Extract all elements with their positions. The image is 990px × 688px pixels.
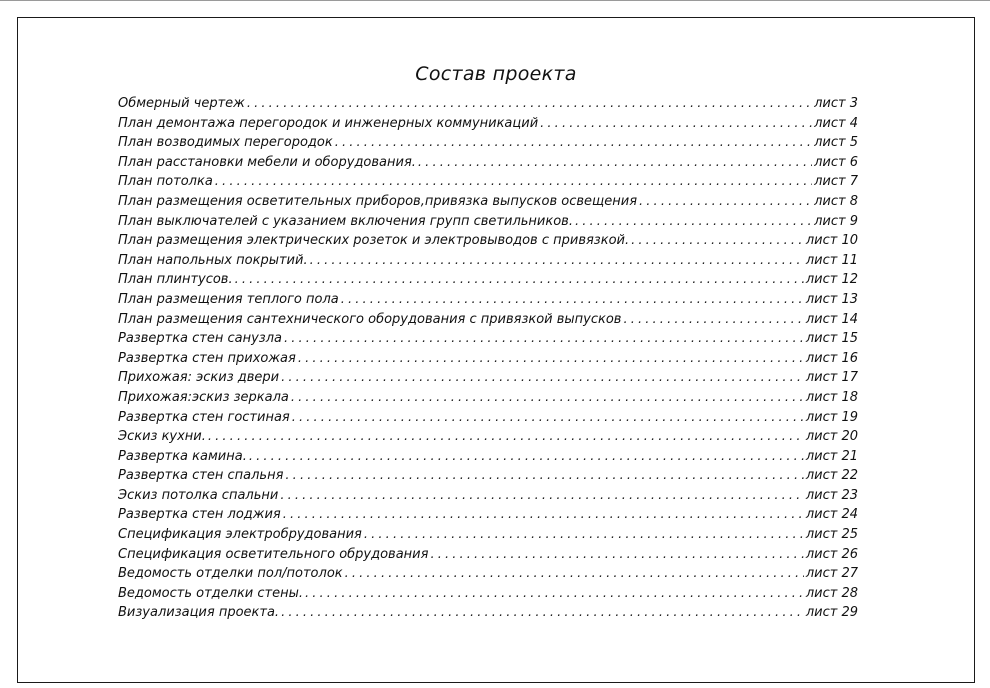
list-item	[118, 270, 858, 290]
list-item	[118, 603, 858, 623]
entry-sheet: лист 25	[805, 527, 858, 543]
dot-leader	[341, 290, 804, 310]
entry-name: План напольных покрытий.	[118, 252, 308, 268]
dot-leader	[305, 584, 804, 604]
dot-leader	[623, 310, 803, 330]
list-item	[118, 212, 858, 232]
list-item	[118, 388, 858, 408]
entry-name: Развертка стен спальня	[118, 468, 284, 484]
dot-leader	[280, 486, 804, 506]
dot-leader	[281, 368, 804, 388]
entry-name: Развертка камина.	[118, 448, 247, 464]
entry-sheet: лист 27	[805, 566, 858, 582]
list-item	[118, 486, 858, 506]
dot-leader	[575, 212, 812, 232]
list-item	[118, 525, 858, 545]
dot-leader	[639, 192, 812, 212]
entry-sheet: лист 5	[814, 135, 858, 151]
entry-name: Эскиз потолка спальни	[118, 487, 279, 503]
entry-sheet: лист 15	[805, 331, 858, 347]
entry-name: Прихожая: эскиз двери	[118, 370, 280, 386]
dot-leader	[631, 231, 804, 251]
list-item	[118, 349, 858, 369]
entry-name: План выключателей с указанием включения групп светильников.	[118, 213, 573, 229]
dot-leader	[215, 172, 812, 192]
entry-name: Эскиз кухни.	[118, 429, 206, 445]
dot-leader	[247, 94, 812, 114]
entry-name: Развертка стен гостиная	[118, 409, 290, 425]
page-title: Состав проекта	[415, 63, 577, 85]
entry-name: Спецификация осветительного обрудования	[118, 546, 429, 562]
entry-sheet: лист 11	[805, 252, 858, 268]
list-item	[118, 114, 858, 134]
list-item	[118, 251, 858, 271]
dot-leader	[284, 329, 804, 349]
entry-name: План размещения теплого пола	[118, 291, 339, 307]
entry-sheet: лист 19	[805, 409, 858, 425]
table-of-contents	[118, 94, 858, 623]
list-item	[118, 408, 858, 428]
entry-sheet: лист 29	[805, 605, 858, 621]
entry-name: План расстановки мебели и оборудования.	[118, 154, 416, 170]
list-item	[118, 545, 858, 565]
list-item	[118, 447, 858, 467]
drawing-sheet	[17, 17, 975, 683]
dot-leader	[208, 427, 804, 447]
entry-sheet: лист 24	[805, 507, 858, 523]
list-item	[118, 564, 858, 584]
entry-name: План размещения сантехнического оборудования с привязкой выпусков	[118, 311, 622, 327]
entry-sheet: лист 7	[814, 174, 858, 190]
entry-sheet: лист 17	[805, 370, 858, 386]
dot-leader	[345, 564, 804, 584]
entry-name: План демонтажа перегородок и инженерных коммуникаций	[118, 115, 539, 131]
list-item	[118, 94, 858, 114]
dot-leader	[285, 466, 803, 486]
dot-leader	[430, 545, 803, 565]
entry-name: Развертка стен лоджия	[118, 507, 281, 523]
entry-name: Ведомость отделки пол/потолок	[118, 566, 343, 582]
entry-name: Ведомость отделки стены.	[118, 585, 304, 601]
list-item	[118, 133, 858, 153]
entry-sheet: лист 10	[805, 233, 858, 249]
dot-leader	[281, 603, 804, 623]
dot-leader	[292, 408, 804, 428]
entry-name: План плинтусов.	[118, 272, 233, 288]
dot-leader	[283, 505, 804, 525]
list-item	[118, 231, 858, 251]
list-item	[118, 427, 858, 447]
entry-sheet: лист 3	[814, 96, 858, 111]
entry-sheet: лист 4	[814, 115, 858, 131]
entry-name: Развертка стен санузла	[118, 331, 282, 347]
list-item	[118, 466, 858, 486]
entry-sheet: лист 8	[814, 193, 858, 209]
list-item	[118, 172, 858, 192]
list-item	[118, 329, 858, 349]
entry-sheet: лист 9	[814, 213, 858, 229]
entry-name: Развертка стен прихожая	[118, 350, 296, 366]
entry-sheet: лист 23	[805, 487, 858, 503]
entry-name: Спецификация электробрудования	[118, 527, 362, 543]
entry-name: План возводимых перегородок	[118, 135, 333, 151]
dot-leader	[335, 133, 812, 153]
entry-sheet: лист 22	[805, 468, 858, 484]
entry-sheet: лист 20	[805, 429, 858, 445]
entry-sheet: лист 12	[805, 272, 858, 288]
entry-sheet: лист 21	[805, 448, 858, 464]
dot-leader	[310, 251, 804, 271]
dot-leader	[291, 388, 804, 408]
list-item	[118, 153, 858, 173]
entry-sheet: лист 16	[805, 350, 858, 366]
entry-name: План размещения электрических розеток и электровыводов с привязкой.	[118, 233, 630, 249]
top-rule	[0, 0, 990, 1]
dot-leader	[540, 114, 812, 134]
list-item	[118, 505, 858, 525]
dot-leader	[364, 525, 804, 545]
entry-sheet: лист 14	[805, 311, 858, 327]
entry-sheet: лист 26	[805, 546, 858, 562]
entry-sheet: лист 13	[805, 291, 858, 307]
list-item	[118, 368, 858, 388]
list-item	[118, 290, 858, 310]
list-item	[118, 584, 858, 604]
entry-name: План потолка	[118, 174, 213, 190]
entry-name: Обмерный чертеж	[118, 96, 245, 111]
entry-name: Прихожая:эскиз зеркала	[118, 389, 289, 405]
dot-leader	[235, 270, 804, 290]
entry-sheet: лист 28	[805, 585, 858, 601]
dot-leader	[418, 153, 812, 173]
dot-leader	[249, 447, 804, 467]
entry-name: Визуализация проекта.	[118, 605, 280, 621]
list-item	[118, 192, 858, 212]
entry-name: План размещения осветительных приборов,привязка выпусков освещения	[118, 193, 638, 209]
entry-sheet: лист 6	[814, 154, 858, 170]
entry-sheet: лист 18	[805, 389, 858, 405]
list-item	[118, 310, 858, 330]
dot-leader	[298, 349, 804, 369]
